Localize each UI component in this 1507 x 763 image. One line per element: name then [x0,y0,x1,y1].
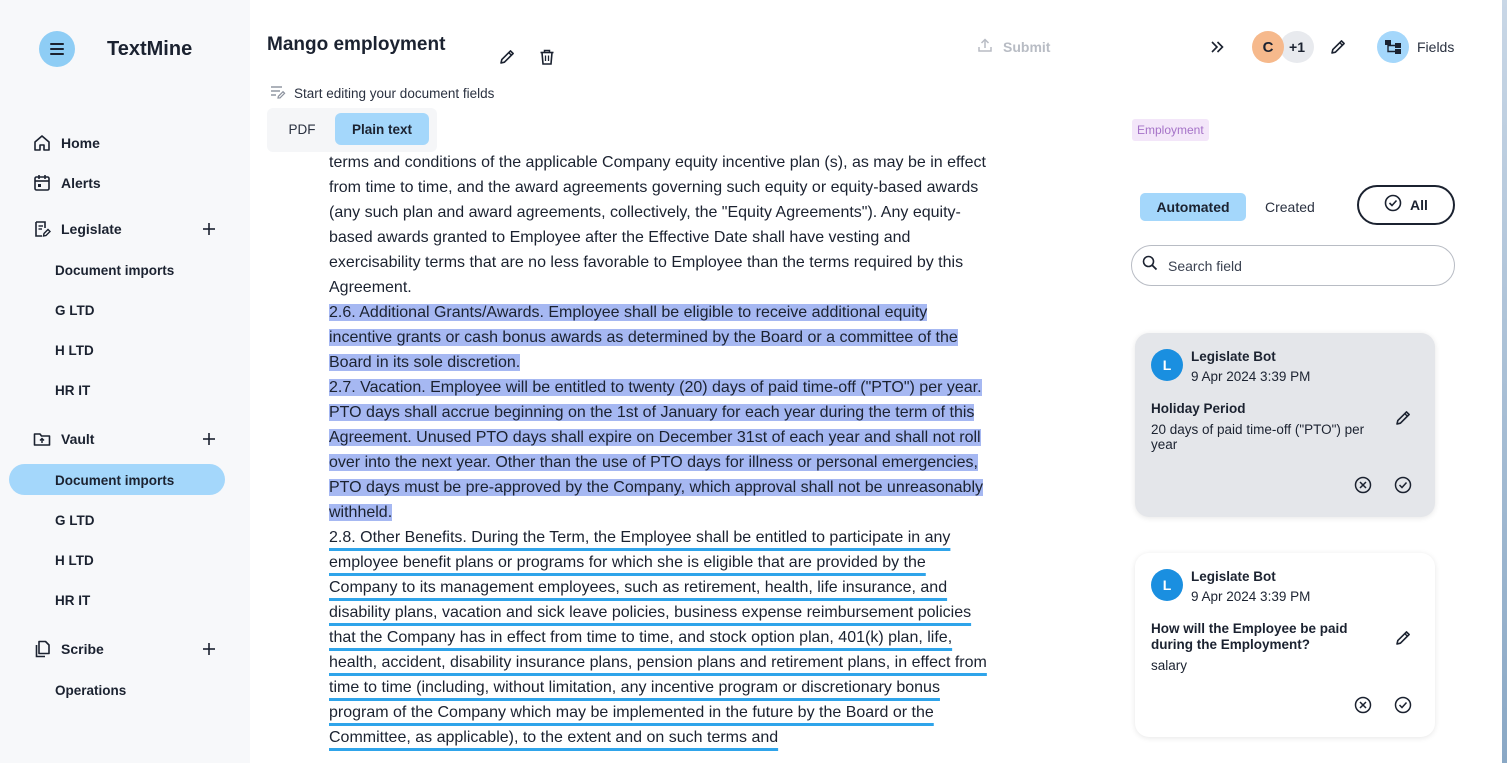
approve-all-label: All [1410,197,1428,213]
upload-icon [977,37,993,56]
approve-all-button[interactable] [1357,185,1455,225]
check-circle-icon [1394,696,1412,714]
add-legislate-button[interactable] [199,219,219,239]
plus-icon [202,222,216,236]
window-edge [1502,0,1507,763]
category-tag: Employment [1132,119,1209,141]
card-field-value: 20 days of paid time-off ("PTO") per year [1151,422,1365,452]
pencil-icon [1329,38,1347,56]
subtitle-text: Start editing your document fields [294,86,495,101]
bot-avatar: L [1151,569,1183,601]
nav-scribe[interactable] [33,637,104,661]
hamburger-icon [49,42,65,56]
card-date: 9 Apr 2024 3:39 PM [1191,589,1311,604]
paragraph-additional-grants[interactable] [329,300,989,375]
menu-button[interactable] [39,31,75,67]
edit-field-button[interactable] [1392,407,1414,429]
vault-item-hr-it[interactable]: HR IT [55,593,91,608]
pencil-icon [498,48,516,66]
field-card[interactable] [1135,333,1435,517]
reject-field-button[interactable] [1352,474,1374,496]
accept-field-button[interactable] [1392,694,1414,716]
nav-scribe-label: Scribe [61,641,104,657]
search-icon [1142,255,1158,276]
nav-alerts-label: Alerts [61,175,101,191]
paragraph-equity-terms: terms and conditions of the applicable Company equity incentive plan (s), as may be in effect from time to time, and the award agreements governing such equity or equity-based awards (any such plan and award agreements, collectively, the "Equity Agreements"). Any equity-based awards granted to Employee after the Effective Date shall have vesting and exercisability terms that are no less favorable to Employee than the terms required by this Agreement. [329,154,986,296]
legislate-item-document-imports[interactable]: Document imports [55,263,175,278]
check-circle-icon [1384,194,1402,217]
nav-vault[interactable] [33,427,94,451]
pencil-icon [1394,409,1412,427]
submit-button[interactable] [977,37,1050,56]
user-avatar[interactable]: C [1252,31,1284,63]
submit-label: Submit [1003,38,1051,55]
plus-icon [202,432,216,446]
folder-upload-icon [33,430,51,448]
add-vault-button[interactable] [199,429,219,449]
check-circle-icon [1394,476,1412,494]
underlined-text[interactable]: 2.8. Other Benefits. During the Term, the Employee shall be entitled to participate in any employee benefit plans or programs for which she is eligible that are provided by the Company to its management employees, such as retirement, health, life insurance, and disability plans, vacation and sick leave policies, business expense reimbursement policies that the Company has in effect from time to time, and stock option plan, 401(k) plan, life, health, accident, disability insurance plans, pension plans and retirement plans, in effect from time to time (including, without limitation, any incentive program or discretionary bonus program of the Company which may be implemented in the future by the Board or the Committee, as applicable), to the extent and on such terms and [329,529,987,746]
copy-document-icon [33,640,51,658]
legislate-item-h-ltd[interactable]: H LTD [55,343,94,358]
legislate-item-hr-it[interactable]: HR IT [55,383,91,398]
delete-document-button[interactable] [536,46,558,68]
search-field[interactable] [1131,245,1455,286]
card-field-name: Holiday Period [1151,401,1246,416]
nav-vault-label: Vault [61,431,95,447]
nav-home-label: Home [61,135,100,151]
accept-field-button[interactable] [1392,474,1414,496]
card-author: Legislate Bot [1191,569,1276,584]
double-chevron-right-icon [1209,40,1225,54]
fields-button[interactable] [1377,31,1454,63]
tab-pdf[interactable]: PDF [288,121,316,137]
edit-button[interactable] [1327,36,1349,58]
pencil-icon [1394,629,1412,647]
paragraph-vacation[interactable] [329,375,989,525]
search-input[interactable] [1168,258,1428,274]
document-text[interactable] [329,154,989,763]
vault-item-h-ltd[interactable]: H LTD [55,553,94,568]
tab-plain-text[interactable]: Plain text [335,113,429,145]
sidebar [0,0,250,763]
highlighted-text[interactable]: 2.6. Additional Grants/Awards. Employee shall be eligible to receive additional equity incentive grants or cash bonus awards as determined by the Board or a committee of the Board in its sole discretion. [329,304,958,371]
subtitle [270,85,494,102]
nav-legislate[interactable] [33,217,122,241]
vault-item-g-ltd[interactable]: G LTD [55,513,95,528]
rename-document-button[interactable] [496,46,518,68]
document-title: Mango employment [267,34,446,55]
card-field-value: salary [1151,658,1188,673]
scribe-item-operations[interactable]: Operations [55,683,127,698]
document-edit-icon [33,220,51,238]
reject-field-button[interactable] [1352,694,1374,716]
vault-item-document-imports[interactable]: Document imports [55,473,175,488]
edit-field-button[interactable] [1392,627,1414,649]
fields-label: Fields [1417,39,1455,55]
card-date: 9 Apr 2024 3:39 PM [1191,369,1311,384]
hierarchy-icon [1377,31,1409,63]
tab-automated[interactable]: Automated [1140,193,1246,221]
home-icon [33,134,51,152]
legislate-item-g-ltd[interactable]: G LTD [55,303,95,318]
card-author: Legislate Bot [1191,349,1276,364]
close-circle-icon [1354,476,1372,494]
edit-lines-icon [270,85,286,102]
nav-home[interactable] [33,131,100,155]
calendar-icon [33,174,51,192]
nav-alerts[interactable] [33,171,101,195]
app-logo-text: TextMine [107,38,193,60]
paragraph-other-benefits[interactable] [329,525,989,750]
more-users-avatar[interactable]: +1 [1280,31,1314,63]
expand-panel-button[interactable] [1206,36,1228,58]
plus-icon [202,642,216,656]
nav-legislate-label: Legislate [61,221,122,237]
field-card[interactable] [1135,553,1435,737]
highlighted-text[interactable]: 2.7. Vacation. Employee will be entitled to twenty (20) days of paid time-off ("PTO") per year. PTO days shall accrue beginning on the 1st of January for each year during the term of this Agreement. Unused PTO days shall expire on December 31st of each year and shall not roll over into the next year. Other than the use of PTO days for illness or personal emergencies, PTO days must be pre-approved by the Company, which approval shall not be unreasonably withheld. [329,379,983,521]
bot-avatar: L [1151,349,1183,381]
add-scribe-button[interactable] [199,639,219,659]
view-toggle [267,108,437,152]
card-field-name: How will the Employee be paid during the Employment? [1151,621,1348,652]
close-circle-icon [1354,696,1372,714]
tab-created[interactable]: Created [1265,199,1315,215]
trash-icon [538,48,556,66]
